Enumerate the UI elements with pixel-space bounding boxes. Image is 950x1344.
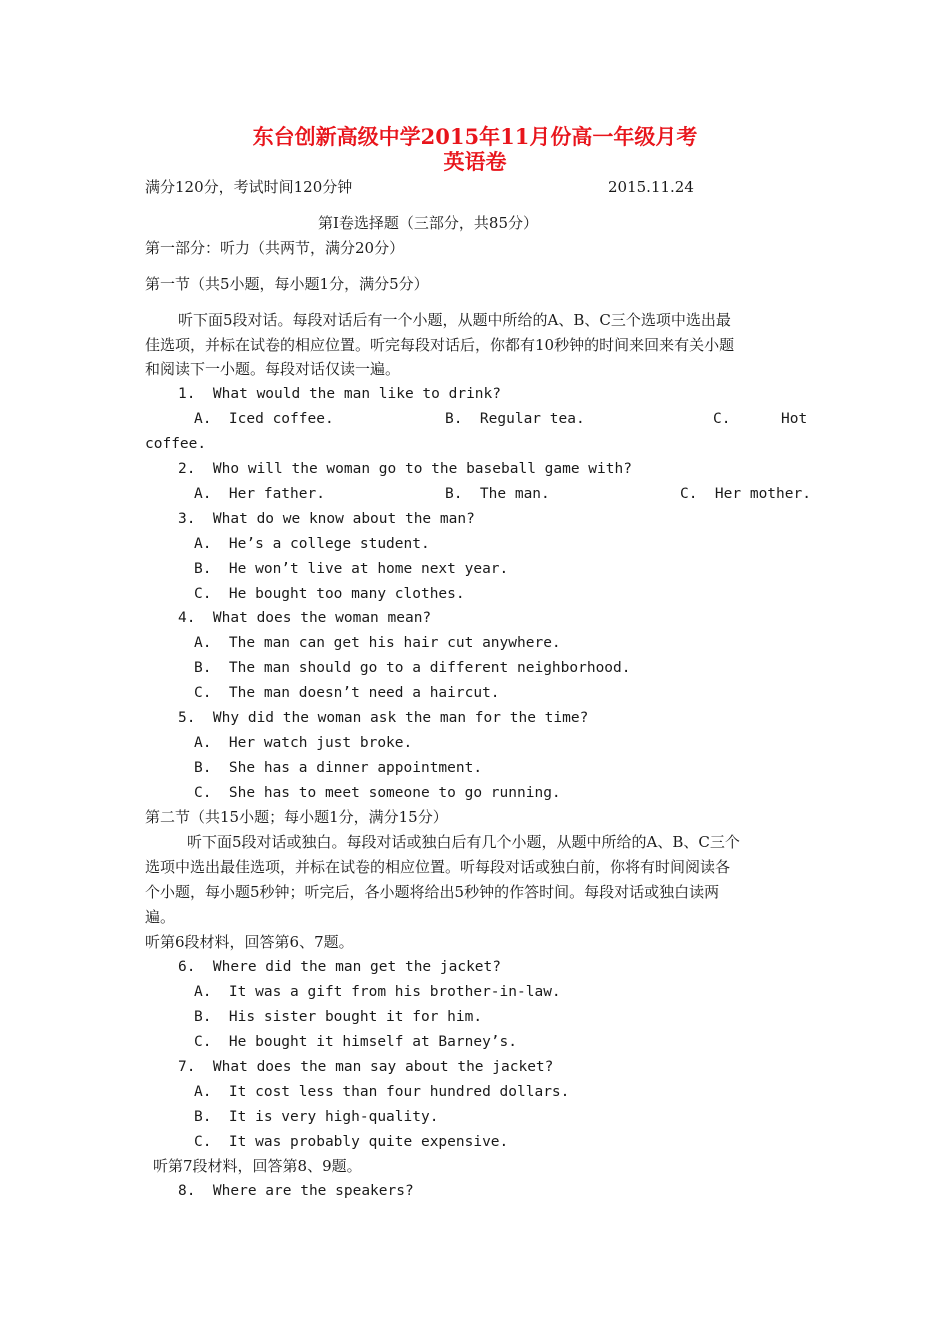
instruction-line: 选项中选出最佳选项，并标在试卷的相应位置。听每段对话或独白前，你将有时间阅读各 bbox=[145, 858, 731, 876]
option-b: B. His sister bought it for him. bbox=[194, 1009, 483, 1025]
option-c: C. He bought too many clothes. bbox=[194, 586, 465, 602]
option-a: A. It cost less than four hundred dollars. bbox=[194, 1084, 570, 1100]
part-heading: 第I卷选择题（三部分，共85分） bbox=[318, 214, 539, 232]
instruction-line: 听下面5段对话。每段对话后有一个小题，从题中所给的A、B、C三个选项中选出最 bbox=[178, 311, 731, 329]
option-b: B. The man should go to a different neighborhood. bbox=[194, 660, 631, 676]
material-group-label: 听第7段材料，回答第8、9题。 bbox=[153, 1157, 362, 1175]
option-a: A. Iced coffee. bbox=[194, 411, 334, 427]
question-stem: 3. What do we know about the man? bbox=[178, 511, 475, 527]
question-stem: 2. Who will the woman go to the baseball game with? bbox=[178, 461, 632, 477]
option-a: A. Her watch just broke. bbox=[194, 735, 413, 751]
question-stem: 4. What does the woman mean? bbox=[178, 610, 432, 626]
option-a: A. He’s a college student. bbox=[194, 536, 430, 552]
option-c: C. Her mother. bbox=[680, 486, 811, 502]
question-stem: 7. What does the man say about the jacket? bbox=[178, 1059, 554, 1075]
question-stem: 1. What would the man like to drink? bbox=[178, 386, 502, 402]
option-c-continued: coffee. bbox=[145, 436, 207, 452]
subsection-2-title: 第二节（共15小题；每小题1分，满分15分） bbox=[145, 808, 448, 826]
instruction-line: 遍。 bbox=[145, 908, 176, 926]
exam-date: 2015.11.24 bbox=[608, 178, 694, 196]
question-stem: 5. Why did the woman ask the man for the time? bbox=[178, 710, 589, 726]
option-a: A. It was a gift from his brother-in-law. bbox=[194, 984, 561, 1000]
option-c: C. She has to meet someone to go running. bbox=[194, 785, 561, 801]
option-b: B. Regular tea. bbox=[445, 411, 585, 427]
option-b: B. The man. bbox=[445, 486, 550, 502]
option-c: C. It was probably quite expensive. bbox=[194, 1134, 509, 1150]
instruction-line: 个小题，每小题5秒钟；听完后，各小题将给出5秒钟的作答时间。每段对话或独白读两 bbox=[145, 883, 720, 901]
option-b: B. She has a dinner appointment. bbox=[194, 760, 483, 776]
instruction-line: 佳选项，并标在试卷的相应位置。听完每段对话后，你都有10秒钟的时间来回来有关小题 bbox=[145, 336, 735, 354]
subsection-1-title: 第一节（共5小题，每小题1分，满分5分） bbox=[145, 275, 429, 293]
exam-subtitle: 英语卷 bbox=[443, 149, 507, 174]
instruction-line: 听下面5段对话或独白。每段对话或独白后有几个小题，从题中所给的A、B、C三个 bbox=[187, 833, 740, 851]
option-c: C. He bought it himself at Barney’s. bbox=[194, 1034, 518, 1050]
option-c-label: C. bbox=[713, 411, 731, 427]
section-title: 第一部分：听力（共两节，满分20分） bbox=[145, 239, 405, 257]
question-stem: 6. Where did the man get the jacket? bbox=[178, 959, 502, 975]
option-c-text: Hot bbox=[781, 411, 808, 427]
exam-info: 满分120分，考试时间120分钟 bbox=[145, 178, 353, 196]
option-b: B. He won’t live at home next year. bbox=[194, 561, 509, 577]
question-stem: 8. Where are the speakers? bbox=[178, 1183, 414, 1199]
instruction-line: 和阅读下一小题。每段对话仅读一遍。 bbox=[145, 360, 401, 378]
exam-title: 东台创新高级中学2015年11月份高一年级月考 bbox=[252, 124, 698, 149]
option-a: A. The man can get his hair cut anywhere. bbox=[194, 635, 561, 651]
material-group-label: 听第6段材料，回答第6、7题。 bbox=[145, 933, 354, 951]
option-a: A. Her father. bbox=[194, 486, 325, 502]
option-b: B. It is very high-quality. bbox=[194, 1109, 439, 1125]
option-c: C. The man doesn’t need a haircut. bbox=[194, 685, 500, 701]
